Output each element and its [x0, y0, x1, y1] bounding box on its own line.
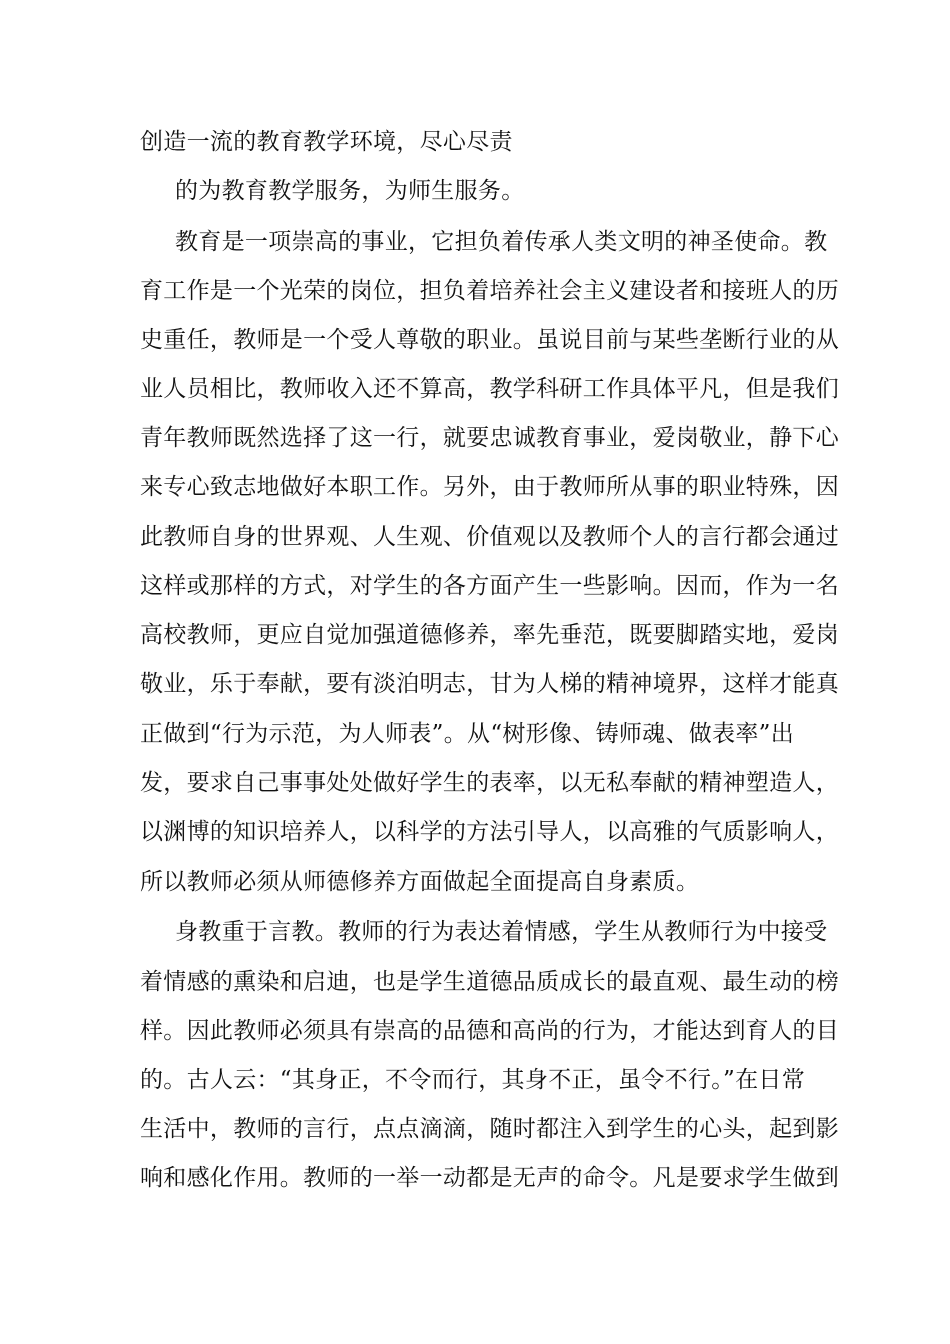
text-line: 着情感的熏染和启迪，也是学生道德品质成长的最直观、最生动的榜 [140, 969, 839, 995]
text-line: 以渊博的知识培养人，以科学的方法引导人，以高雅的气质影响人， [140, 819, 839, 845]
text-line: 高校教师，更应自觉加强道德修养，率先垂范，既要脚踏实地，爱岗 [140, 622, 839, 648]
text-line: 敬业，乐于奉献，要有淡泊明志，甘为人梯的精神境界，这样才能真 [140, 671, 839, 697]
text-line: 所以教师必须从师德修养方面做起全面提高自身素质。 [140, 869, 700, 895]
text-line: 史重任，教师是一个受人尊敬的职业。虽说目前与某些垄断行业的从 [140, 327, 839, 353]
text-line: 响和感化作用。教师的一举一动都是无声的命令。凡是要求学生做到 [140, 1165, 839, 1191]
text-line: 发，要求自己事事处处做好学生的表率，以无私奉献的精神塑造人， [140, 770, 839, 796]
text-line: 这样或那样的方式，对学生的各方面产生一些影响。因而，作为一名 [140, 573, 839, 599]
paragraph-first-line: 身教重于言教。教师的行为表达着情感，学生从教师行为中接受 [175, 919, 828, 945]
text-line: 的。古人云：“其身正，不令而行，其身不正，虽令不行。”在日常 [140, 1067, 806, 1093]
text-line: 来专心致志地做好本职工作。另外，由于教师所从事的职业特殊，因 [140, 474, 839, 500]
text-line: 生活中，教师的言行，点点滴滴，随时都注入到学生的心头，起到影 [140, 1116, 839, 1142]
text-line: 业人员相比，教师收入还不算高，教学科研工作具体平凡，但是我们 [140, 376, 839, 402]
text-line: 育工作是一个光荣的岗位，担负着培养社会主义建设者和接班人的历 [140, 278, 839, 304]
text-line: 样。因此教师必须具有崇高的品德和高尚的行为，才能达到育人的目 [140, 1018, 839, 1044]
text-line: 的为教育教学服务，为师生服务。 [175, 178, 525, 204]
paragraph-first-line: 教育是一项崇高的事业，它担负着传承人类文明的神圣使命。教 [175, 229, 828, 255]
text-line: 创造一流的教育教学环境，尽心尽责 [140, 129, 513, 155]
text-line: 正做到“行为示范，为人师表”。从“树形像、铸师魂、做表率”出 [140, 721, 795, 747]
text-line: 此教师自身的世界观、人生观、价值观以及教师个人的言行都会通过 [140, 524, 839, 550]
text-line: 青年教师既然选择了这一行，就要忠诚教育事业，爱岗敬业，静下心 [140, 425, 839, 451]
